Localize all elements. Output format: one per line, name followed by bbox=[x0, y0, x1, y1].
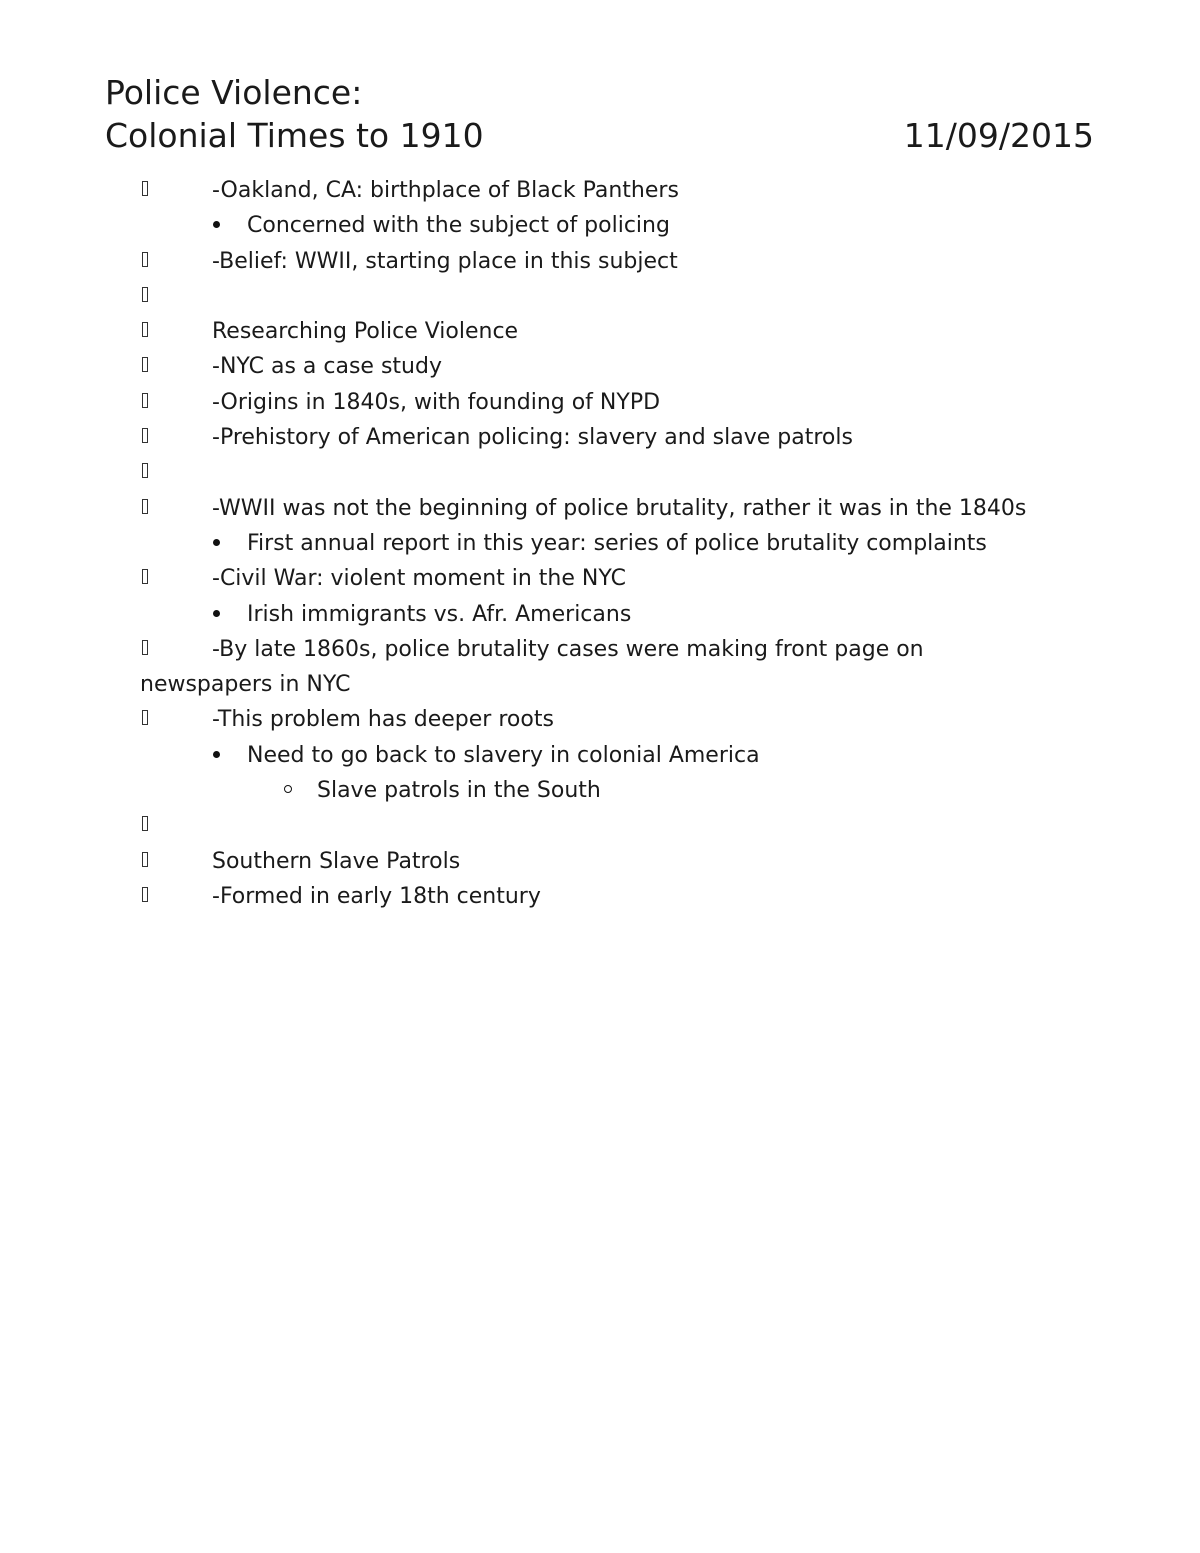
note-line-text: -NYC as a case study bbox=[212, 354, 442, 380]
note-line-text: -WWII was not the beginning of police brutality, rather it was in the 1840s bbox=[212, 495, 1027, 521]
note-line-text: -Formed in early 18th century bbox=[212, 883, 541, 909]
bullet-dot-icon bbox=[213, 539, 220, 546]
missing-glyph-bullet-icon bbox=[142, 455, 151, 490]
note-line-text: Need to go back to slavery in colonial America bbox=[247, 742, 760, 768]
note-line bbox=[140, 314, 1060, 349]
note-line-text: Researching Police Violence bbox=[212, 319, 519, 345]
note-title-line-1: Police Violence: bbox=[105, 73, 363, 112]
missing-glyph-bullet-icon bbox=[142, 173, 151, 208]
note-line bbox=[140, 702, 1060, 737]
note-line bbox=[140, 491, 1060, 526]
note-line-text: -Civil War: violent moment in the NYC bbox=[212, 566, 626, 592]
note-line bbox=[140, 420, 1060, 455]
missing-glyph-bullet-icon bbox=[142, 702, 151, 737]
note-body bbox=[140, 173, 1060, 914]
note-line-text: Concerned with the subject of policing bbox=[247, 213, 670, 239]
note-line-text: Slave patrols in the South bbox=[317, 778, 601, 804]
note-line bbox=[140, 844, 1060, 879]
note-line-text: -This problem has deeper roots bbox=[212, 707, 554, 733]
missing-glyph-bullet-icon bbox=[142, 279, 151, 314]
note-line bbox=[140, 808, 1060, 843]
missing-glyph-bullet-icon bbox=[142, 844, 151, 879]
note-line bbox=[140, 597, 1060, 632]
note-line-text: Southern Slave Patrols bbox=[212, 848, 461, 874]
note-date: 11/09/2015 bbox=[903, 116, 1094, 155]
missing-glyph-bullet-icon bbox=[142, 420, 151, 455]
note-line-text: First annual report in this year: series of police brutality complaints bbox=[247, 530, 987, 556]
note-line bbox=[140, 879, 1060, 914]
missing-glyph-bullet-icon bbox=[142, 808, 151, 843]
note-line-text: -Belief: WWII, starting place in this subject bbox=[212, 248, 678, 274]
missing-glyph-bullet-icon bbox=[142, 314, 151, 349]
note-line bbox=[140, 738, 1060, 773]
note-line-text: Irish immigrants vs. Afr. Americans bbox=[247, 601, 632, 627]
note-line-text: -Oakland, CA: birthplace of Black Panthers bbox=[212, 178, 679, 203]
missing-glyph-bullet-icon bbox=[142, 879, 151, 914]
missing-glyph-bullet-icon bbox=[142, 244, 151, 279]
note-line bbox=[140, 561, 1060, 596]
bullet-circle-icon bbox=[284, 785, 292, 793]
note-line bbox=[140, 455, 1060, 490]
missing-glyph-bullet-icon bbox=[142, 491, 151, 526]
bullet-dot-icon bbox=[213, 610, 220, 617]
missing-glyph-bullet-icon bbox=[142, 349, 151, 384]
bullet-dot-icon bbox=[213, 751, 220, 758]
note-line-text: -By late 1860s, police brutality cases were making front page on newspapers in NYC bbox=[140, 636, 924, 698]
note-line bbox=[140, 173, 1060, 208]
note-line bbox=[140, 349, 1060, 384]
missing-glyph-bullet-icon bbox=[142, 561, 151, 596]
note-title-line-2: Colonial Times to 1910 bbox=[105, 116, 484, 155]
note-line bbox=[140, 385, 1060, 420]
note-line bbox=[140, 632, 1060, 703]
note-line bbox=[140, 208, 1060, 243]
note-line-text: -Prehistory of American policing: slavery and slave patrols bbox=[212, 425, 853, 451]
missing-glyph-bullet-icon bbox=[142, 385, 151, 420]
note-line bbox=[140, 244, 1060, 279]
note-line-text: -Origins in 1840s, with founding of NYPD bbox=[212, 389, 661, 415]
note-line bbox=[140, 773, 1060, 808]
missing-glyph-bullet-icon bbox=[142, 632, 151, 667]
note-line bbox=[140, 526, 1060, 561]
note-line bbox=[140, 279, 1060, 314]
